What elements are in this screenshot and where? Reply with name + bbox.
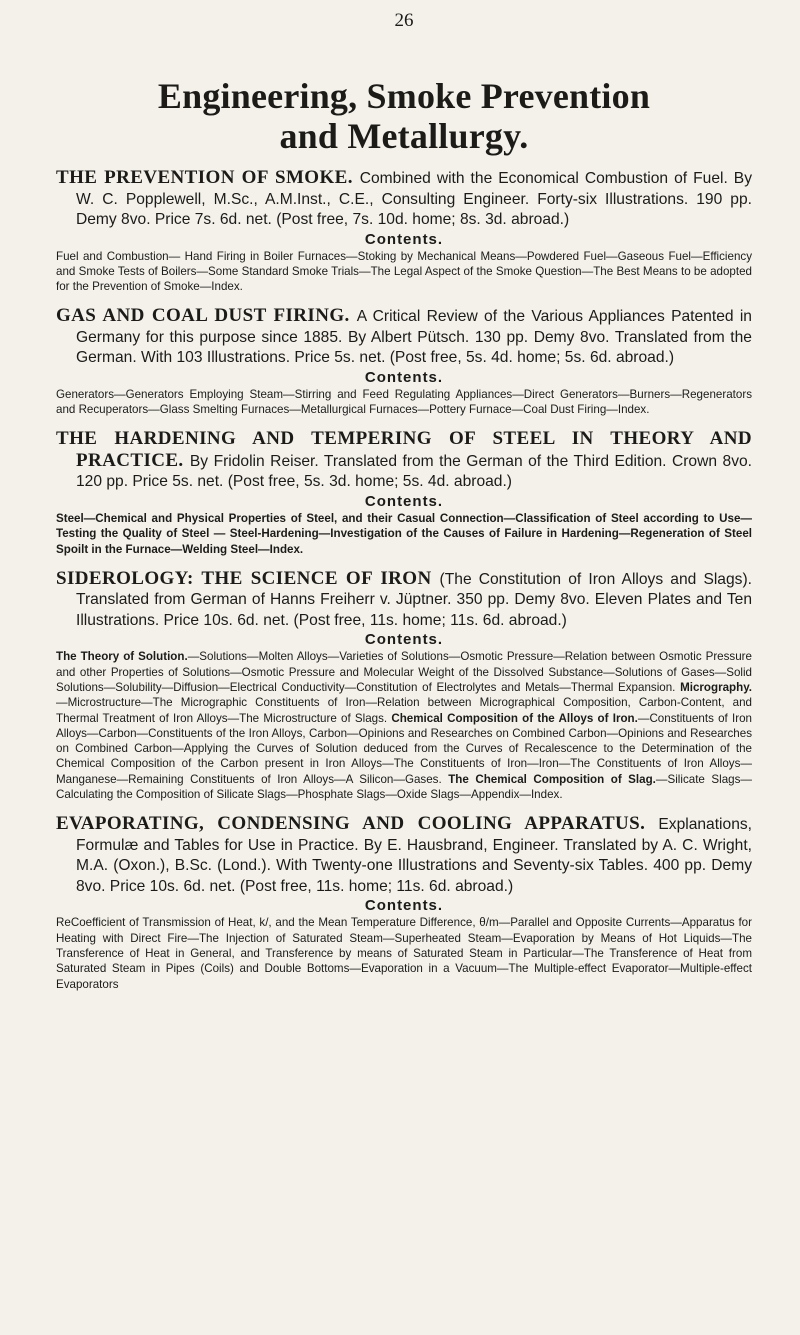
book-description <box>56 168 752 231</box>
contents-list: Fuel and Combustion— Hand Firing in Boiler Furnaces—Stoking by Mechanical Means—Powdered Fuel—Gaseous Fuel—Efficiency and Smoke Tests of Boilers—Some Standard Smoke Trials—The Legal Aspect of the Smoke Question—The Best Means to be adopted for the Prevention of Smoke—Index. <box>56 249 752 294</box>
page-number: 26 <box>394 10 414 31</box>
book-title: EVAPORATING, CONDENSING AND COOLING APPARATUS. <box>56 813 659 835</box>
heading-line-1: Engineering, Smoke Prevention <box>157 76 651 116</box>
book-entry <box>56 814 752 991</box>
contents-subheading: The Chemical Composition of Slag. <box>448 772 656 786</box>
book-description <box>56 569 752 632</box>
book-entry <box>56 569 752 802</box>
book-details: Combined with the Economical Combustion of Fuel. By W. C. Popplewell, M.Sc., A.M.Inst., C.E., Consulting Engineer. Forty-six Illustrations. 190 pp. Demy 8vo. Price 7s. 6d. net. (Post free, 7s. 10d. home; 8s. 3d. abroad.) <box>76 170 753 228</box>
contents-heading: Contents. <box>364 631 444 649</box>
book-title: THE PREVENTION OF SMOKE. <box>56 167 360 188</box>
contents-subheading: Micrography. <box>680 680 752 694</box>
contents-list <box>56 649 752 802</box>
contents-text: —Solutions—Molten Alloys—Varieties of Solutions—Osmotic Pressure—Relation between Osmotic Pressure and other Properties of Solutions—Osmotic Pressure and Molecular Weight of the Dissolved Substance—Solutions of Gases—Solid Solutions—Solubility—Diffusion—Electrical Conductivity—Constitution of Electrolytes and Metals—Thermal Expansion. <box>56 650 752 694</box>
contents-list: Generators—Generators Employing Steam—Stirring and Feed Regulating Appliances—Direct Generators—Burners—Regenerators and Recuperators—Glass Smelting Furnaces—Metallurgical Furnaces—Pottery Furnace—Coal Dust Firing—Index. <box>56 387 752 417</box>
contents-list: ReCoefficient of Transmission of Heat, k/, and the Mean Temperature Difference, θ/m—Parallel and Opposite Currents—Apparatus for Heating with Direct Fire—The Injection of Saturated Steam—Superheated Steam—Evaporation by Means of Hot Liquids—The Transference of Heat in General, and Transference by means of Saturated Steam in Particular—The Transference of Heat from Saturated Steam in Pipes (Coils) and Double Bottoms—Evaporation in a Vacuum—The Multiple-effect Evaporator—Multiple-effect Evaporators <box>56 916 752 991</box>
book-description <box>56 814 752 897</box>
book-description <box>56 306 752 369</box>
book-details: Explanations, Formulæ and Tables for Use in Practice. By E. Hausbrand, Engineer. Translated by A. C. Wright, M.A. (Oxon.), B.Sc. (Lond.). With Twenty-one Illustrations and Seventy-six Tables. 400 pp. Demy 8vo. Price 10s. 6d. net. (Post free, 11s. home; 11s. 6d. abroad.) <box>76 816 752 895</box>
contents-heading: Contents. <box>364 368 444 386</box>
contents-heading: Contents. <box>364 897 444 915</box>
contents-list: Steel—Chemical and Physical Properties of Steel, and their Casual Connection—Classification of Steel according to Use—Testing the Quality of Steel — Steel-Hardening—Investigation of the Causes of Failure in Hardening—Regeneration of Steel Spoilt in the Furnace—Welding Steel—Index. <box>56 511 752 556</box>
book-description <box>56 429 752 493</box>
book-entry <box>56 306 752 417</box>
contents-text: —Constituents of Iron Alloys—Carbon—Constituents of the Iron Alloys, Carbon—Opinions and Researches on Combined Carbon—Opinions and Researches on Combined Carbon—Applying the Curves of Solution deduced from the Curves of Recalescence to the Determination of the Chemical Composition of the Carbon present in Iron Alloys—The Constituents of Iron—Iron—The Constituents of Iron Alloys—Manganese—Remaining Constituents of Iron Alloys—A Silicon—Gases. <box>56 711 752 786</box>
book-details: By Fridolin Reiser. Translated from the German of the Third Edition. Crown 8vo. 120 pp. Price 5s. net. (Post free, 5s. 3d. home; 5s. 4d. abroad.) <box>76 452 752 491</box>
book-entry <box>56 429 752 556</box>
contents-subheading: Chemical Composition of the Alloys of Iron. <box>391 711 638 725</box>
book-title: SIDEROLOGY: THE SCIENCE OF IRON <box>56 567 440 589</box>
contents-text: —Silicate Slags—Calculating the Composition of Silicate Slags—Phosphate Slags—Oxide Slags—Appendix—Index. <box>56 772 752 802</box>
book-entry <box>56 168 752 294</box>
book-title: GAS AND COAL DUST FIRING. <box>56 305 357 327</box>
book-details: A Critical Review of the Various Appliances Patented in Germany for this purpose since 1885. By Albert Pütsch. 130 pp. Demy 8vo. Translated from the German. With 103 Illustrations. Price 5s. net. (Post free, 5s. 4d. home; 5s. 6d. abroad.) <box>76 308 752 367</box>
heading-line-2: and Metallurgy. <box>279 116 529 156</box>
contents-heading: Contents. <box>364 230 444 248</box>
book-details: (The Constitution of Iron Alloys and Slags). Translated from German of Hanns Freiherr v. Jüptner. 350 pp. Demy 8vo. Eleven Plates and Ten Illustrations. Price 10s. 6d. net. (Post free, 11s. home; 11s. 6d. abroad.) <box>76 570 752 629</box>
contents-subheading: The Theory of Solution. <box>56 650 188 664</box>
contents-text: —Microstructure—The Micrographic Constituents of Iron—Relation between Micrographical Composition, Carbon-Content, and Thermal Treatment of Iron Alloys—The Microstructure of Slags. <box>56 696 752 725</box>
section-heading <box>56 76 752 156</box>
contents-heading: Contents. <box>364 492 444 510</box>
book-title: THE HARDENING AND TEMPERING OF STEEL IN THEORY AND PRACTICE. <box>56 428 752 471</box>
